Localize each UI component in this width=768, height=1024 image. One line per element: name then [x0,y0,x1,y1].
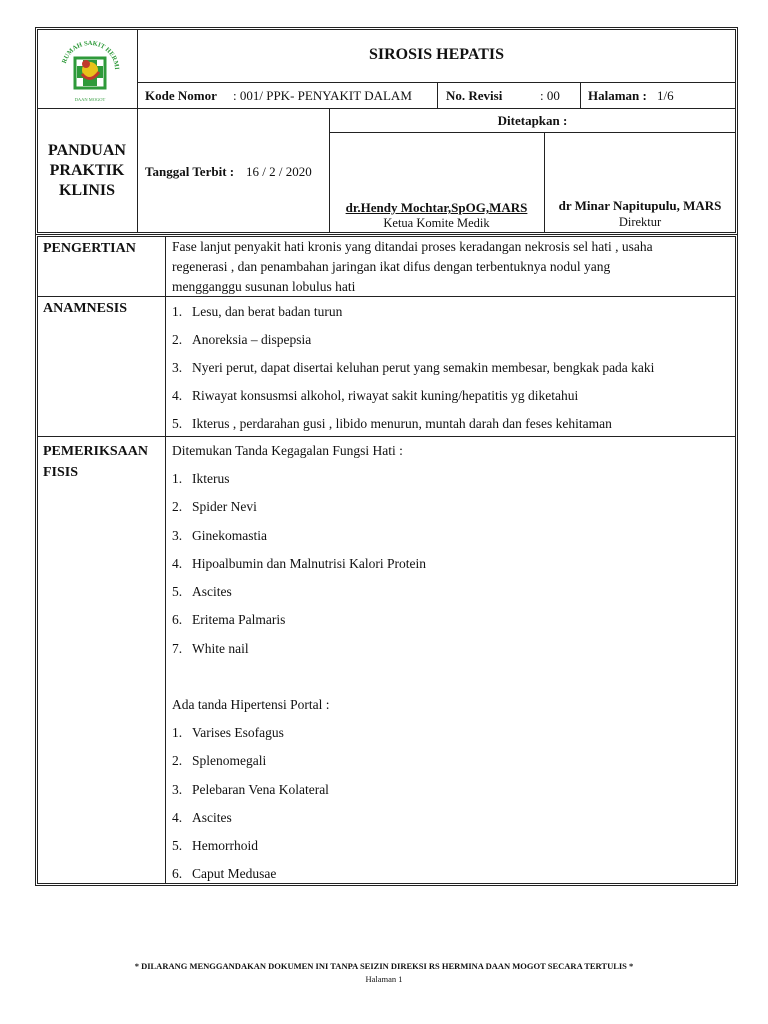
list-item: 3. Pelebaran Vena Kolateral [172,782,329,797]
pengertian-label: PENGERTIAN [43,241,136,256]
ditetapkan-label: Ditetapkan : [497,113,568,128]
pengertian-text [172,237,653,297]
list-item: 5. Ascites [172,584,232,599]
list-item: 5. Ikterus , perdarahan gusi , libido menurun, muntah darah dan feses kehitaman [172,416,612,431]
ditetapkan-rule [329,132,736,133]
list-item: 4. Hipoalbumin dan Malnutrisi Kalori Protein [172,556,426,571]
revisi-divider [580,83,581,108]
list-item: 1. Varises Esofagus [172,725,284,740]
kode-divider [437,83,438,108]
halaman-value: 1/6 [657,88,674,103]
hospital-logo [55,34,125,104]
doc-type-line2: PRAKTIK [49,162,125,179]
footer-notice: * DILARANG MENGGANDAKAN DOKUMEN INI TANPA SEIZIN DIREKSI RS HERMINA DAAN MOGOT SECARA TERTULIS * [134,961,634,971]
fisis-intro-2: Ada tanda Hipertensi Portal : [172,697,330,712]
kode-row-bottom-rule [37,108,736,109]
signer2-role: Direktur [618,215,662,229]
doc-type-label [37,141,137,201]
anamnesis-bottom-rule [37,436,736,437]
label-column-divider [165,236,166,884]
doc-type-line1: PANDUAN [48,142,126,159]
list-item: 1. Ikterus [172,471,230,486]
revisi-label: No. Revisi [446,88,503,103]
anamnesis-label: ANAMNESIS [43,301,128,316]
fisis-label-line2: FISIS [43,465,79,480]
list-item: 5. Hemorrhoid [172,838,258,853]
fisis-label [43,441,148,483]
logo-divider [137,29,138,108]
fisis-intro-1: Ditemukan Tanda Kegagalan Fungsi Hati : [172,443,403,458]
list-item: 3. Ginekomastia [172,528,267,543]
document-title: SIROSIS HEPATIS [368,46,504,63]
signer1-name: dr.Hendy Mochtar,SpOG,MARS [345,200,528,215]
list-item: 6. Caput Medusae [172,866,277,881]
list-item: 7. White nail [172,641,249,656]
signer1-role: Ketua Komite Medik [383,216,490,230]
halaman-label: Halaman : [588,88,647,103]
signer2-name: dr Minar Napitupulu, MARS [558,198,722,213]
fisis-label-line1: PEMERIKSAAN [43,444,149,459]
tanggal-value: 16 / 2 / 2020 [246,164,312,179]
kode-label: Kode Nomor [145,88,217,103]
pengertian-line-1: Fase lanjut penyakit hati kronis yang ditandai proses keradangan nekrosis sel hati , usaha [172,239,653,254]
pengertian-line-3: mengganggu susunan lobulus hati [172,279,356,294]
tanggal-label: Tanggal Terbit : [145,164,235,179]
logo-caption: DAAN MOGOT [74,97,106,102]
list-item: 2. Anoreksia – dispepsia [172,332,312,347]
list-item: 2. Spider Nevi [172,499,257,514]
list-item: 1. Lesu, dan berat badan turun [172,304,343,319]
kode-value: : 001/ PPK- PENYAKIT DALAM [233,88,412,103]
revisi-value: : 00 [540,88,560,103]
meta-left-divider [137,108,138,233]
pengertian-line-2: regenerasi , dan penambahan jaringan ikat difus dengan terbentuknya nodul yang [172,259,611,274]
list-item: 4. Ascites [172,810,232,825]
list-item: 6. Eritema Palmaris [172,612,286,627]
list-item: 4. Riwayat konsusmsi alkohol, riwayat sakit kuning/hepatitis yg diketahui [172,388,579,403]
svg-text:RUMAH SAKIT HERMINA: RUMAH SAKIT HERMI [60,39,121,70]
list-item: 2. Splenomegali [172,753,267,768]
doc-type-line3: KLINIS [58,182,116,199]
list-item: 3. Nyeri perut, dapat disertai keluhan perut yang semakin membesar, bengkak pada kaki [172,360,655,375]
footer-page-number: Halaman 1 [365,974,403,984]
